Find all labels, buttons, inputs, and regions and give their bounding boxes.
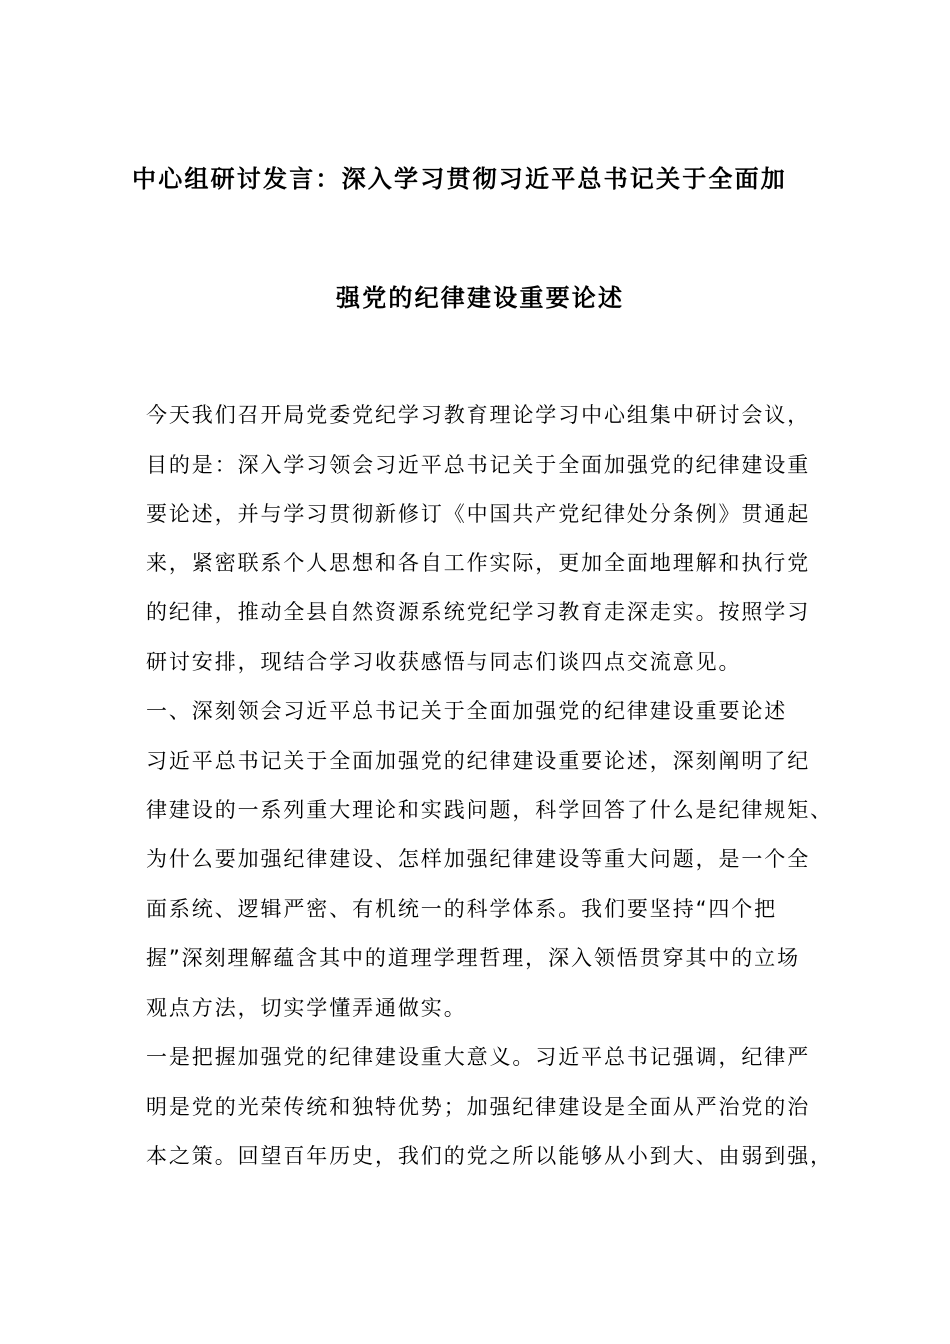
body-line: 研讨安排，现结合学习收获感悟与同志们谈四点交流意见。 [146, 650, 742, 674]
body-line: 律建设的一系列重大理论和实践问题，科学回答了什么是纪律规矩、 [146, 798, 833, 822]
body-line: 面系统、逻辑严密、有机统一的科学体系。我们要坚持“四个把 [146, 897, 778, 921]
body-line: 今天我们召开局党委党纪学习教育理论学习中心组集中研讨会议， [146, 403, 811, 427]
body-line: 目的是：深入学习领会习近平总书记关于全面加强党的纪律建设重 [146, 453, 811, 477]
body-line: 要论述，并与学习贯彻新修订《中国共产党纪律处分条例》贯通起 [146, 502, 811, 526]
body-line: 握”深刻理解蕴含其中的道理学理哲理，深入领悟贯穿其中的立场 [146, 946, 800, 970]
body-line: 习近平总书记关于全面加强党的纪律建设重要论述，深刻阐明了纪 [146, 749, 811, 773]
body-line: 的纪律，推动全县自然资源系统党纪学习教育走深走实。按照学习 [146, 600, 811, 624]
body-line: 本之策。回望百年历史，我们的党之所以能够从小到大、由弱到强， [146, 1144, 833, 1168]
document-title-line-1: 中心组研讨发言：深入学习贯彻习近平总书记关于全面加 [132, 165, 787, 193]
body-line: 为什么要加强纪律建设、怎样加强纪律建设等重大问题，是一个全 [146, 847, 811, 871]
body-line: 一是把握加强党的纪律建设重大意义。习近平总书记强调，纪律严 [146, 1045, 811, 1069]
body-line: 来，紧密联系个人思想和各自工作实际，更加全面地理解和执行党 [146, 551, 811, 575]
section-heading: 一、深刻领会习近平总书记关于全面加强党的纪律建设重要论述 [146, 699, 788, 723]
document-title-line-2: 强党的纪律建设重要论述 [336, 284, 625, 312]
body-line: 观点方法，切实学懂弄通做实。 [146, 996, 467, 1020]
body-line: 明是党的光荣传统和独特优势；加强纪律建设是全面从严治党的治 [146, 1095, 811, 1119]
